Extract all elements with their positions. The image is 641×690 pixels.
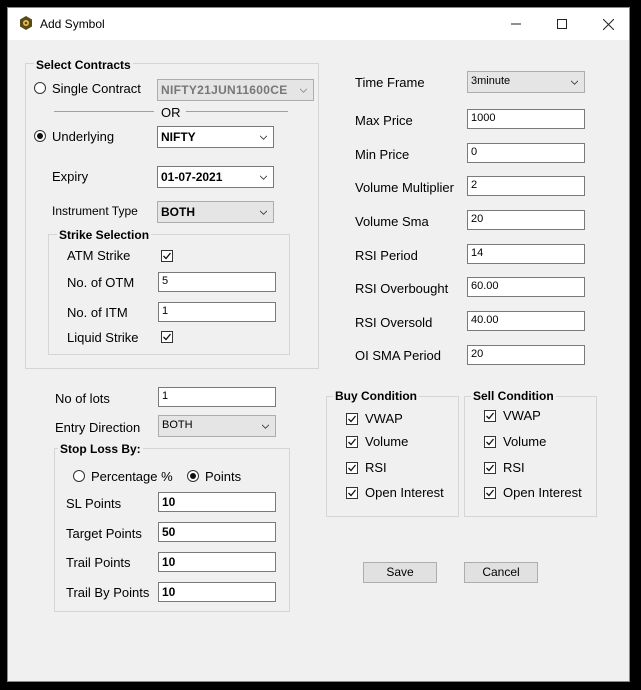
target-points-label: Target Points — [66, 526, 142, 541]
rsi-period-input[interactable]: 14 — [467, 244, 585, 264]
trail-points-input[interactable]: 10 — [158, 552, 276, 572]
sell-volume-label[interactable]: Volume — [503, 434, 547, 449]
strike-selection-label: Strike Selection — [59, 228, 150, 242]
no-otm-input[interactable]: 5 — [158, 272, 276, 292]
instrument-type-select[interactable]: BOTH — [157, 201, 274, 223]
expiry-label: Expiry — [52, 169, 89, 184]
no-itm-input[interactable]: 1 — [158, 302, 276, 322]
no-itm-label: No. of ITM — [67, 305, 128, 320]
percentage-radio[interactable] — [73, 470, 85, 482]
cancel-button[interactable]: Cancel — [464, 562, 538, 583]
or-divider-left — [54, 111, 154, 112]
maximize-button[interactable] — [539, 8, 585, 40]
select-contracts-label: Select Contracts — [36, 58, 131, 72]
points-label[interactable]: Points — [205, 469, 242, 484]
underlying-select[interactable]: NIFTY — [157, 126, 274, 148]
checkmark-icon — [347, 488, 357, 498]
sell-volume-checkbox[interactable] — [484, 436, 496, 448]
buy-vwap-label[interactable]: VWAP — [365, 411, 403, 426]
buy-rsi-checkbox[interactable] — [346, 462, 358, 474]
sell-vwap-checkbox[interactable] — [484, 410, 496, 422]
buy-volume-checkbox[interactable] — [346, 436, 358, 448]
checkmark-icon — [485, 437, 495, 447]
max-price-input[interactable]: 1000 — [467, 109, 585, 129]
stop-loss-label: Stop Loss By: — [60, 442, 141, 456]
buy-volume-label[interactable]: Volume — [365, 434, 409, 449]
or-divider-right — [186, 111, 288, 112]
chevron-down-icon — [262, 423, 269, 430]
instrument-type-label: Instrument Type — [52, 204, 138, 218]
expiry-select[interactable]: 01-07-2021 — [157, 166, 274, 188]
buy-open-interest-checkbox[interactable] — [346, 487, 358, 499]
checkmark-icon — [485, 411, 495, 421]
app-settings-icon — [19, 16, 33, 30]
maximize-icon — [557, 19, 567, 29]
title-bar[interactable] — [8, 8, 629, 40]
volume-multiplier-label: Volume Multiplier — [355, 180, 454, 195]
or-label: OR — [161, 105, 181, 120]
save-button[interactable]: Save — [363, 562, 437, 583]
liquid-strike-label: Liquid Strike — [67, 330, 139, 345]
oi-sma-period-input[interactable]: 20 — [467, 345, 585, 365]
no-otm-label: No. of OTM — [67, 275, 135, 290]
points-radio[interactable] — [187, 470, 199, 482]
buy-open-interest-label[interactable]: Open Interest — [365, 485, 444, 500]
single-contract-radio[interactable] — [34, 82, 46, 94]
checkmark-icon — [347, 463, 357, 473]
minimize-icon — [511, 19, 521, 29]
checkmark-icon — [485, 488, 495, 498]
entry-direction-select[interactable]: BOTH — [158, 415, 276, 437]
close-icon — [603, 19, 614, 30]
chevron-down-icon — [260, 134, 267, 141]
entry-direction-label: Entry Direction — [55, 420, 141, 435]
chevron-down-icon — [260, 174, 267, 181]
sell-rsi-checkbox[interactable] — [484, 462, 496, 474]
target-points-input[interactable]: 50 — [158, 522, 276, 542]
checkmark-icon — [162, 332, 172, 342]
chevron-down-icon — [260, 209, 267, 216]
time-frame-label: Time Frame — [355, 75, 425, 90]
sell-rsi-label[interactable]: RSI — [503, 460, 525, 475]
underlying-radio[interactable] — [34, 130, 46, 142]
checkmark-icon — [485, 463, 495, 473]
trail-by-points-input[interactable]: 10 — [158, 582, 276, 602]
rsi-overbought-label: RSI Overbought — [355, 281, 449, 296]
buy-rsi-label[interactable]: RSI — [365, 460, 387, 475]
rsi-period-label: RSI Period — [355, 248, 418, 263]
sell-open-interest-label[interactable]: Open Interest — [503, 485, 582, 500]
minimize-button[interactable] — [493, 8, 539, 40]
percentage-label[interactable]: Percentage % — [91, 469, 173, 484]
underlying-label[interactable]: Underlying — [52, 129, 115, 144]
sl-points-label: SL Points — [66, 496, 122, 511]
atm-strike-label: ATM Strike — [67, 248, 131, 263]
liquid-strike-checkbox[interactable] — [161, 331, 173, 343]
checkmark-icon — [347, 437, 357, 447]
single-contract-label[interactable]: Single Contract — [52, 81, 141, 96]
rsi-oversold-input[interactable]: 40.00 — [467, 311, 585, 331]
max-price-label: Max Price — [355, 113, 413, 128]
atm-strike-checkbox[interactable] — [161, 250, 173, 262]
sell-condition-label: Sell Condition — [473, 389, 554, 403]
sl-points-input[interactable]: 10 — [158, 492, 276, 512]
time-frame-select[interactable]: 3minute — [467, 71, 585, 93]
single-contract-select[interactable]: NIFTY21JUN11600CE — [157, 79, 314, 101]
volume-multiplier-input[interactable]: 2 — [467, 176, 585, 196]
chevron-down-icon — [300, 87, 307, 94]
volume-sma-label: Volume Sma — [355, 214, 429, 229]
no-of-lots-label: No of lots — [55, 391, 110, 406]
min-price-input[interactable]: 0 — [467, 143, 585, 163]
close-button[interactable] — [585, 8, 631, 40]
window-title: Add Symbol — [40, 17, 105, 31]
rsi-overbought-input[interactable]: 60.00 — [467, 277, 585, 297]
chevron-down-icon — [571, 79, 578, 86]
trail-points-label: Trail Points — [66, 555, 131, 570]
buy-condition-label: Buy Condition — [335, 389, 417, 403]
sell-vwap-label[interactable]: VWAP — [503, 408, 541, 423]
volume-sma-input[interactable]: 20 — [467, 210, 585, 230]
buy-vwap-checkbox[interactable] — [346, 413, 358, 425]
checkmark-icon — [162, 251, 172, 261]
add-symbol-window — [7, 7, 630, 682]
no-of-lots-input[interactable]: 1 — [158, 387, 276, 407]
oi-sma-period-label: OI SMA Period — [355, 348, 441, 363]
rsi-oversold-label: RSI Oversold — [355, 315, 433, 330]
trail-by-points-label: Trail By Points — [66, 585, 150, 600]
checkmark-icon — [347, 414, 357, 424]
min-price-label: Min Price — [355, 147, 410, 162]
sell-open-interest-checkbox[interactable] — [484, 487, 496, 499]
